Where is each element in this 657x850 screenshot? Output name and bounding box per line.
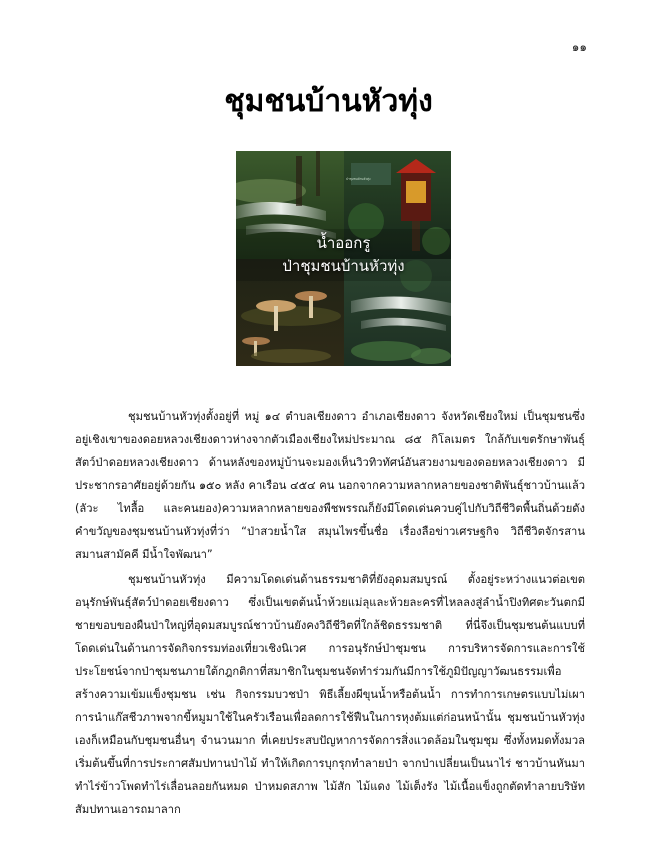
cover-image — [236, 151, 451, 366]
cover-title-line2: ป่าชุมชนบ้านหัวทุ่ง — [282, 257, 405, 275]
paragraph-2: ชุมชนบ้านหัวทุ่ง มีความโดดเด่นด้านธรรมชาติที่ยังอุดมสมบูรณ์ ตั้งอยู่ระหว่างแนวต่อเขตอนุรักษ์พันธุ์สัตว์ป่าดอยเชียงดาว ซึ่งเป็นเขตต้นน้ำห้วยแม่ลุและห้วยละครที่ไหลลงสู่ลำน้ำปิงทิศตะวันตกมีชายขอบของผืนป่าใหญ่ที่อุดมสมบูรณ์ชาวบ้านยังคงวิถีชีวิตที่ใกล้ชิดธรรมชาติ ที่นี่จึงเป็นชุมชนต้นแบบที่โดดเด่นในด้านการจัดกิจกรรมท่องเที่ยวเชิงนิเวศ การอนุรักษ์ป่าชุมชน การบริหารจัดการและการใช้ประโยชน์จากป่าชุมชนภายใต้กฎกติกาที่สมาชิกในชุมชนจัดทำร่วมกันมีการใช้ภูมิปัญญาวัฒนธรรมเพื่อสร้างความเข้มแข็งชุมชน เช่น กิจกรรมบวชป่า พิธีเลี้ยงผีขุนน้ำหรือต้นน้ำ การทำการเกษตรแบบไม่เผาการนำแก๊สชีวภาพจากขี้หมูมาใช้ในครัวเรือนเพื่อลดการใช้ฟืนในการหุงต้มแต่ก่อนหน้านั้น ชุมชนบ้านหัวทุ่งเองก็เหมือนกับชุมชนอื่นๆ จำนวนมาก ที่เคยประสบปัญหาการจัดการสิ่งแวดล้อมในชุมชุม ซึ่งทั้งหมดทั้งมวลเริ่มต้นขึ้นที่การประกาศสัมปทานป่าไม้ ทำให้เกิดการบุกรุกทำลายป่า จากป่าเปลี่ยนเป็นนาไร่ ชาวบ้านหันมาทำไร่ข้าวโพดทำไร่เลื่อนลอยกันหมด ป่าหมดสภาพ ไม้สัก ไม้แดง ไม้เต็งรัง ไม้เนื้อแข็งถูกตัดทำลายบริษัทสัมปทานเอารถมาลาก — [75, 573, 585, 816]
page-title: ชุมชนบ้านหัวทุ่ง — [224, 84, 433, 119]
paragraph-1: ชุมชนบ้านหัวทุ่งตั้งอยู่ที่ หมู่ ๑๔ ตำบลเชียงดาว อำเภอเชียงดาว จังหวัดเชียงใหม่ เป็นชุมชนซึ่งอยู่เชิงเขาของดอยหลวงเชียงดาวห่างจากตัวเมืองเชียงใหม่ประมาณ ๘๕ กิโลเมตร ใกล้กับเขตรักษาพันธุ์สัตว์ป่าดอยหลวงเชียงดาว ด้านหลังของหมู่บ้านจะมองเห็นวิวทิวทัศน์อันสวยงามของดอยหลวงเชียงดาว มีประชากรอาศัยอยู่ด้วยกัน ๑๕๐ หลัง คาเรือน ๔๕๔ คน นอกจากความหลากหลายของชาติพันธุ์ชาวบ้านแล้ว (ลัวะ ไทลื้อ และคนยอง)ความหลากหลายของพืชพรรณก็ยังมีโดดเด่นควบคู่ไปกับวิถีชีวิตพื้นถิ่นด้วยดังคำขวัญของชุมชนบ้านหัวทุ่งที่ว่า “ป่าสวยน้ำใส สมุนไพรขึ้นชื่อ เรื่องลือข่าวเศรษฐกิจ วิถีชีวิตจักรสาน สมานสามัคคี มีน้ำใจพัฒนา” — [75, 410, 585, 561]
cover-title-line1: น้ำออกรู — [316, 234, 371, 252]
cover-sign-text: ป่าชุมชนบ้านหัวทุ่ง — [346, 177, 371, 181]
page-number: ๑๑ — [571, 40, 587, 54]
